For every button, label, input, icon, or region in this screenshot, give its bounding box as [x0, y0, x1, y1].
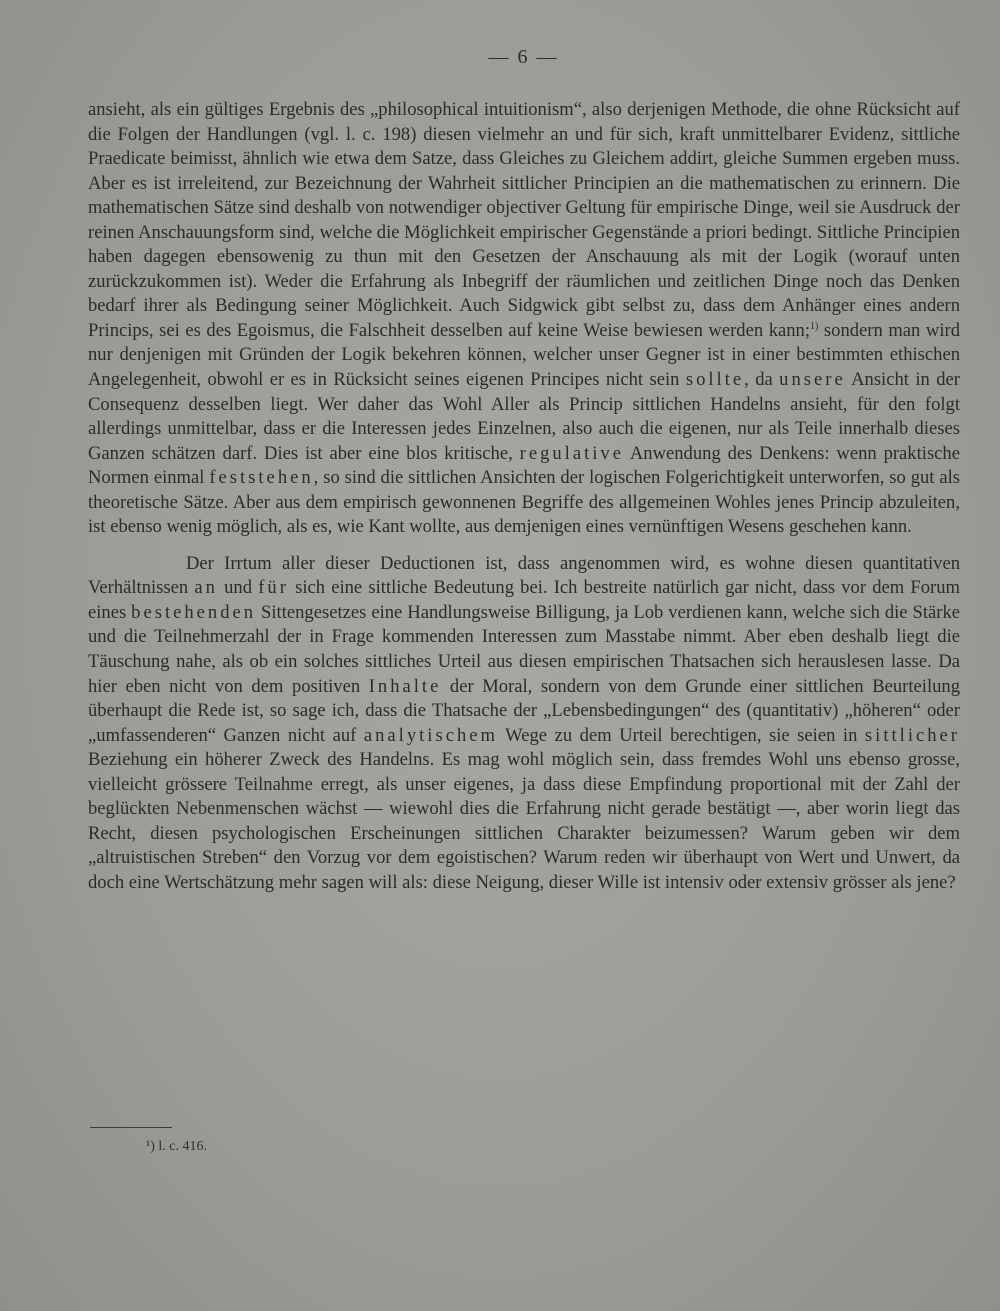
page-number: — 6 — [488, 46, 559, 68]
text-run: Anwendung des Denkens: wenn praktische Normen einmal [88, 442, 960, 489]
text-run: und [217, 577, 259, 599]
text-run: Sittengesetzes eine Handlungsweise Billigung, ja Lob verdienen kann, welche sich die Stärke und die Teilnehmerzahl der in Frage kommenden Interessen zum Masstabe nimmt. Aber eben deshalb liegt die Täuschung nahe, als ob ein solches sittliches Urteil aus diesen empirischen Thatsachen sich herauslesen lasse. Da hier eben nicht von dem positiven [88, 601, 960, 697]
emphasized-text: regulative [519, 442, 624, 464]
emphasized-text: für [258, 577, 289, 599]
paragraph [88, 552, 960, 896]
text-run: Wege zu dem Urteil berechtigen, sie seien in [497, 724, 865, 746]
emphasized-text: feststehen [209, 467, 314, 489]
text-run: Ansicht in der Consequenz desselben liegt. Wer daher das Wohl Aller als Princip sittlichen Handelns ansieht, für den folgt allerdings unmittelbar, dass er die Interessen jedes Einzelnen, also auch die eigenen, nur als Teile innerhalb dieses Ganzen schätzen darf. Dies ist aber eine blos kritische, [88, 369, 960, 464]
text-run: , so sind die sittlichen Ansichten der logischen Folgerichtigkeit unterworfen, so gut als theoretische Sätze. Aber aus dem empirisch gewonnenen Begriffe des allgemeinen Wohles jenes Princip abzuleiten, ist ebenso wenig möglich, als es, wie Kant wollte, aus demjenigen eines vernünftigen Wesens geschehen kann. [88, 467, 961, 538]
emphasized-text: analytischem [363, 724, 498, 746]
emphasized-text: bestehenden [131, 601, 257, 623]
text-run: , da [744, 369, 780, 391]
emphasized-text: sollte [685, 369, 745, 391]
text-run: Beziehung ein höherer Zweck des Handelns. Es mag wohl möglich sein, dass fremdes Wohl uns ebenso grosse, vielleicht grössere Teilnahme erregt, als unser eigenes, ja dass diese Empfindung proportional mit der Zahl der beglückten Nebenmenschen wächst — wiewohl dies die Erfahrung nicht gerade bestätigt —, aber worin liegt das Recht, diesen psychologischen Erscheinungen sittlichen Charakter beizumessen? Warum geben wir dem „altruistischen Streben“ den Vorzug vor dem egoistischen? Warum reden wir überhaupt von Wert und Unwert, da doch eine Wertschätzung mehr sagen will als: diese Neigung, dieser Wille ist intensiv oder extensiv grösser als jene? [88, 749, 960, 893]
emphasized-text: unsere [779, 369, 846, 391]
footnote: ¹) l. c. 416. [146, 1139, 207, 1154]
footnote-marker: 1) [810, 320, 819, 332]
text-run: sondern man wird nur denjenigen mit Gründen der Logik bekehren können, welcher unser Gegner ist in einer bestimmten ethischen Angelegenheit, obwohl er es in Rücksicht seines eigenen Principes nicht sein [88, 319, 960, 391]
text-run: Der Irrtum aller dieser Deductionen ist, dass angenommen wird, es wohne diesen quantitativen Verhältnissen [88, 552, 960, 599]
emphasized-text: Inhalte [368, 675, 442, 697]
body-text [88, 98, 960, 896]
emphasized-text: sittlicher [864, 724, 960, 746]
text-run: sich eine sittliche Bedeutung bei. Ich bestreite natürlich gar nicht, dass vor dem Forum eines [88, 577, 961, 623]
text-run: ansieht, als ein gültiges Ergebnis des „philosophical intuitionism“, also derjenigen Methode, die ohne Rücksicht auf die Folgen der Handlungen (vgl. l. c. 198) diesen vielmehr an und für sich, kraft unmittelbarer Evidenz, sittliche Praedicate beimisst, ähnlich wie etwa dem Satze, dass Gleiches zu Gleichem addirt, gleiche Summen ergeben muss. Aber es ist irreleitend, zur Bezeichnung der Wahrheit sittlicher Principien an die mathematischen zu erinnern. Die mathematischen Sätze sind deshalb von notwendiger objectiver Geltung für empirische Dinge, weil sie Ausdruck der reinen Anschauungsform sind, welche die Möglichkeit empirischer Gegenstände a priori bedingt. Sittliche Principien haben dagegen ebensowenig zu thun mit den Gesetzen der Anschauung als mit der Logik (worauf unten zurückzukommen ist). Weder die Erfahrung als Inbegriff der räumlichen und zeitlichen Dinge noch das Denken bedarf ihrer als Bedingung seiner Möglichkeit. Auch Sidgwick gibt selbst zu, dass dem Anhänger eines andern Princips, sei es des Egoismus, die Falschheit desselben auf keine Weise bewiesen werden kann; [88, 99, 960, 341]
text-run: der Moral, sondern von dem Grunde einer sittlichen Beurteilung überhaupt die Rede ist, so sage ich, dass die Thatsache der „Lebensbedingungen“ des (quantitativ) „höheren“ oder „umfassenderen“ Ganzen nicht auf [88, 675, 960, 746]
emphasized-text: an [194, 577, 218, 599]
paragraph [88, 98, 960, 540]
footnote-divider [90, 1127, 172, 1128]
